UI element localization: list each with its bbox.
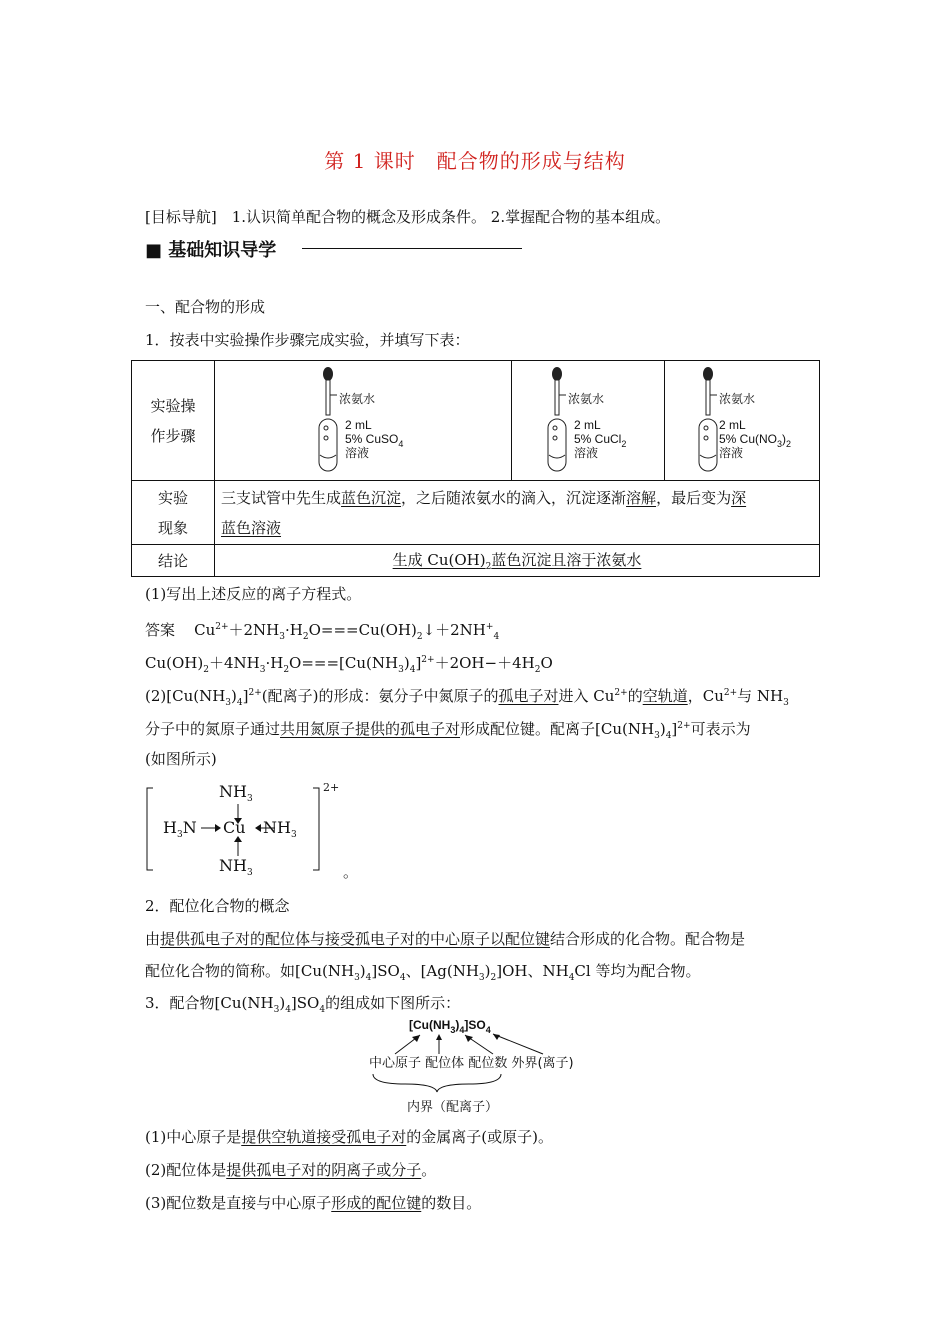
solution-tail: 溶液: [719, 446, 744, 460]
row-label-conclusion: 结论: [132, 545, 215, 577]
ion-charge: 2+: [323, 781, 340, 794]
label-inner-sphere: 内界（配离子）: [407, 1100, 499, 1115]
complex-ion-diagram: [145, 778, 365, 881]
equation-1: 答案 $Cu^{2+}+2NH_3\cdot H_2O===Cu(OH)_2↓+2NH^+_4$: [145, 621, 500, 642]
equation-2: $Cu(OH)_2+4NH_3\cdot H_2O===[Cu(NH_3)_4]^{2+}+2OH-+4H_2O$: [145, 654, 553, 675]
ligand-bottom: $NH_3$: [219, 856, 253, 878]
tube-cell-cuno3: [665, 361, 820, 481]
label-outer-sphere: 外界(离子): [511, 1056, 574, 1071]
ligand-left: $H_3N$: [163, 818, 197, 840]
solution-label: 5% CuSO$_4$: [345, 432, 404, 449]
volume-label: 2 mL: [574, 418, 601, 432]
tube-cell-cucl2: [512, 361, 665, 481]
row-label-steps: 实验操 作步骤: [132, 361, 215, 481]
solution-tail: 溶液: [574, 446, 599, 460]
volume-label: 2 mL: [719, 418, 746, 432]
question-1: (1)写出上述反应的离子方程式。: [145, 585, 362, 603]
solution-tail: 溶液: [345, 446, 370, 460]
item1-text: 1．按表中实验操作步骤完成实验，并填写下表：: [145, 331, 470, 349]
composition-diagram: [365, 1018, 595, 1113]
reagent-label: 浓氨水: [719, 392, 756, 406]
diagram-formula: $[Cu(NH_3)_4]SO_4$: [409, 1018, 491, 1035]
central-atom: Cu: [223, 818, 246, 837]
label-ligand: 配位体: [425, 1056, 465, 1071]
volume-label: 2 mL: [345, 418, 372, 432]
period: 。: [343, 863, 359, 881]
point-1: (1)中心原子是提供空轨道接受孤电子对的金属离子(或原子)。: [145, 1128, 553, 1146]
experiment-table: [131, 360, 820, 577]
learning-goals: [目标导航] 1.认识简单配合物的概念及形成条件。 2.掌握配合物的基本组成。: [145, 208, 671, 226]
ligand-right: $NH_3$: [263, 818, 297, 840]
page-title: 第 1 课时 配合物的形成与结构: [324, 149, 626, 173]
point-2: (2)配位体是提供孤电子对的阴离子或分子。: [145, 1161, 437, 1179]
conclusion-text: 生成 $Cu(OH)_2$蓝色沉淀且溶于浓氨水: [215, 545, 820, 577]
item2-examples: 配位化合物的简称。如$[Cu(NH_3)_4]SO_4$、$[Ag(NH_3)_2]OH$、$NH_4Cl$ 等均为配合物。: [145, 962, 701, 983]
section-header: ■ 基础知识导学: [145, 240, 277, 261]
item2-definition: 由提供孤电子对的配位体与接受孤电子对的中心原子以配位键结合形成的化合物。配合物是: [145, 930, 746, 948]
question-2-line3: (如图所示): [145, 750, 217, 768]
question-2-line2: 分子中的氮原子通过共用氮原子提供的孤电子对形成配位键。配离子$[Cu(NH_3)_4]^{2+}$可表示为: [145, 720, 751, 741]
row-label-phenomenon: 实验 现象: [132, 481, 215, 545]
label-coordination-number: 配位数: [468, 1056, 508, 1071]
phenomenon-text: 三支试管中先生成蓝色沉淀，之后随浓氨水的滴入，沉淀逐渐溶解，最后变为深 蓝色溶液: [215, 481, 820, 545]
part1-heading: 一、配合物的形成: [145, 298, 266, 316]
solution-label: 5% CuCl$_2$: [574, 432, 627, 449]
ligand-top: $NH_3$: [219, 782, 253, 804]
diagram-labels: [369, 1052, 574, 1071]
question-2-line1: $(2)[Cu(NH_3)_4]^{2+}$(配离子)的形成：氨分子中氮原子的孤电子对进入 $Cu^{2+}$的空轨道，$Cu^{2+}$与 $NH_3$: [145, 687, 789, 708]
reagent-label: 浓氨水: [568, 392, 605, 406]
reagent-label: 浓氨水: [339, 392, 376, 406]
solution-label: 5% $Cu(NO_3)_2$: [719, 432, 792, 449]
tube-cell-cuso4: [215, 361, 512, 481]
point-3: (3)配位数是直接与中心原子形成的配位键的数目。: [145, 1194, 482, 1212]
item2-heading: 2．配位化合物的概念: [145, 897, 290, 915]
item3-text: 3．配合物$[Cu(NH_3)_4]SO_4$的组成如下图所示：: [145, 994, 461, 1015]
section-divider: [302, 248, 522, 249]
label-central-atom: 中心原子: [369, 1056, 422, 1071]
section-header-text: 基础知识导学: [168, 240, 277, 261]
